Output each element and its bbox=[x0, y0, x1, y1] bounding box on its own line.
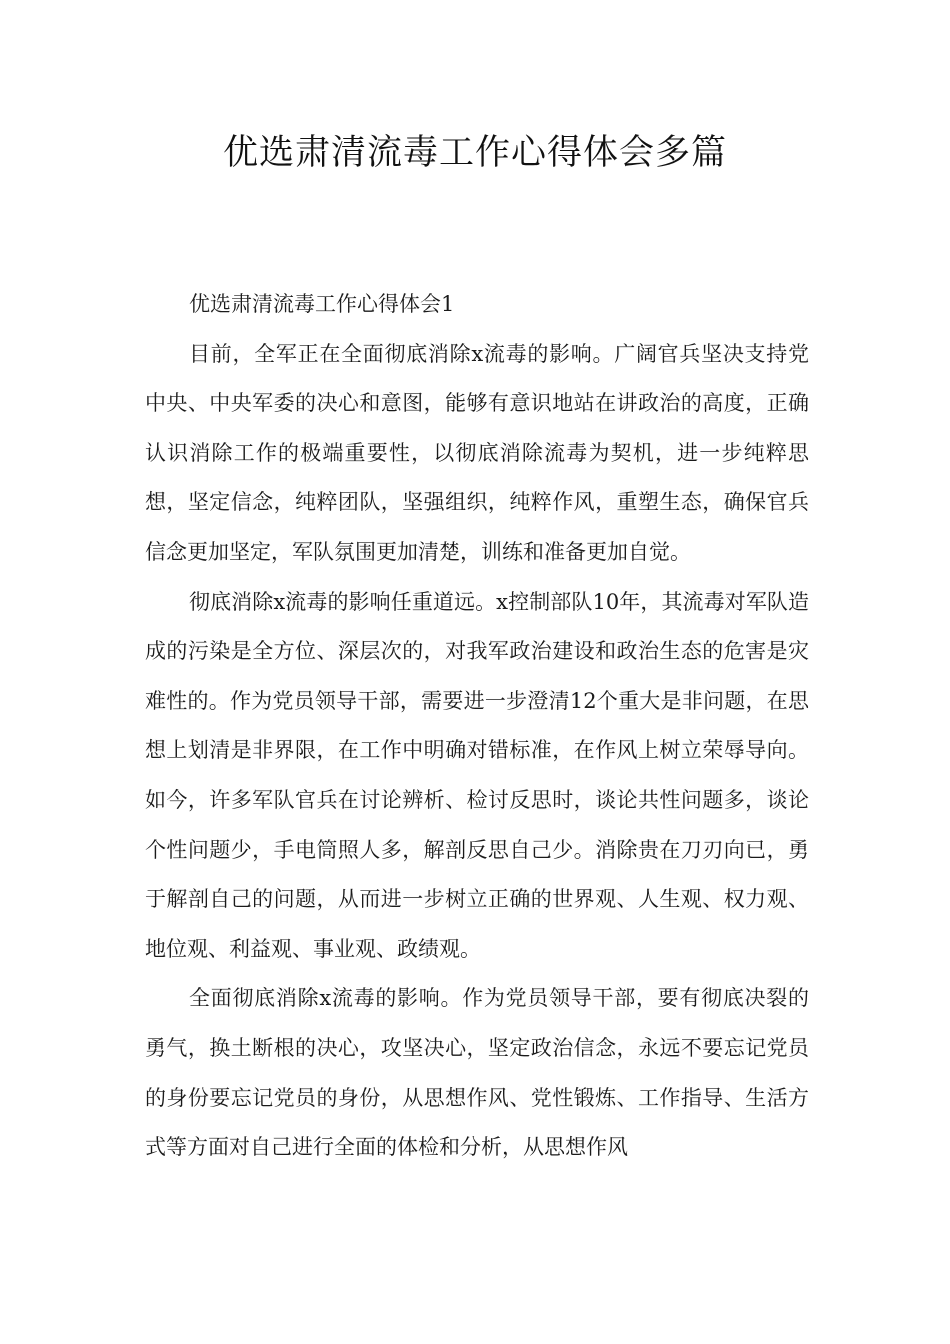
paragraph-2: 彻底消除x流毒的影响任重道远。x控制部队10年，其流毒对军队造成的污染是全方位、深层次的，对我军政治建设和政治生态的危害是灾难性的。作为党员领导干部，需要进一步澄清12个重大是非问题，在思想上划清是非界限，在工作中明确对错标准，在作风上树立荣辱导向。如今，许多军队官兵在讨论辨析、检讨反思时，谈论共性问题多，谈论个性问题少，手电筒照人多，解剖反思自己少。消除贵在刀刃向已，勇于解剖自己的问题，从而进一步树立正确的世界观、人生观、权力观、地位观、利益观、事业观、政绩观。 bbox=[145, 589, 809, 961]
paragraph-1: 目前，全军正在全面彻底消除x流毒的影响。广阔官兵坚决支持党中央、中央军委的决心和意图，能够有意识地站在讲政治的高度，正确认识消除工作的极端重要性，以彻底消除流毒为契机，进一步纯粹思想，坚定信念，纯粹团队，坚强组织，纯粹作风，重塑生态，确保官兵信念更加坚定，军队氛围更加清楚，训练和准备更加自觉。 bbox=[145, 341, 809, 564]
paragraph-3: 全面彻底消除x流毒的影响。作为党员领导干部，要有彻底决裂的勇气，换土断根的决心，攻坚决心，坚定政治信念，永远不要忘记党员的身份要忘记党员的身份，从思想作风、党性锻炼、工作指导、生活方式等方面对自己进行全面的体检和分析，从思想作风 bbox=[145, 986, 809, 1160]
document-body bbox=[145, 280, 809, 1173]
document-title: 优选肃清流毒工作心得体会多篇 bbox=[222, 133, 727, 173]
section-heading: 优选肃清流毒工作心得体会1 bbox=[189, 292, 455, 316]
